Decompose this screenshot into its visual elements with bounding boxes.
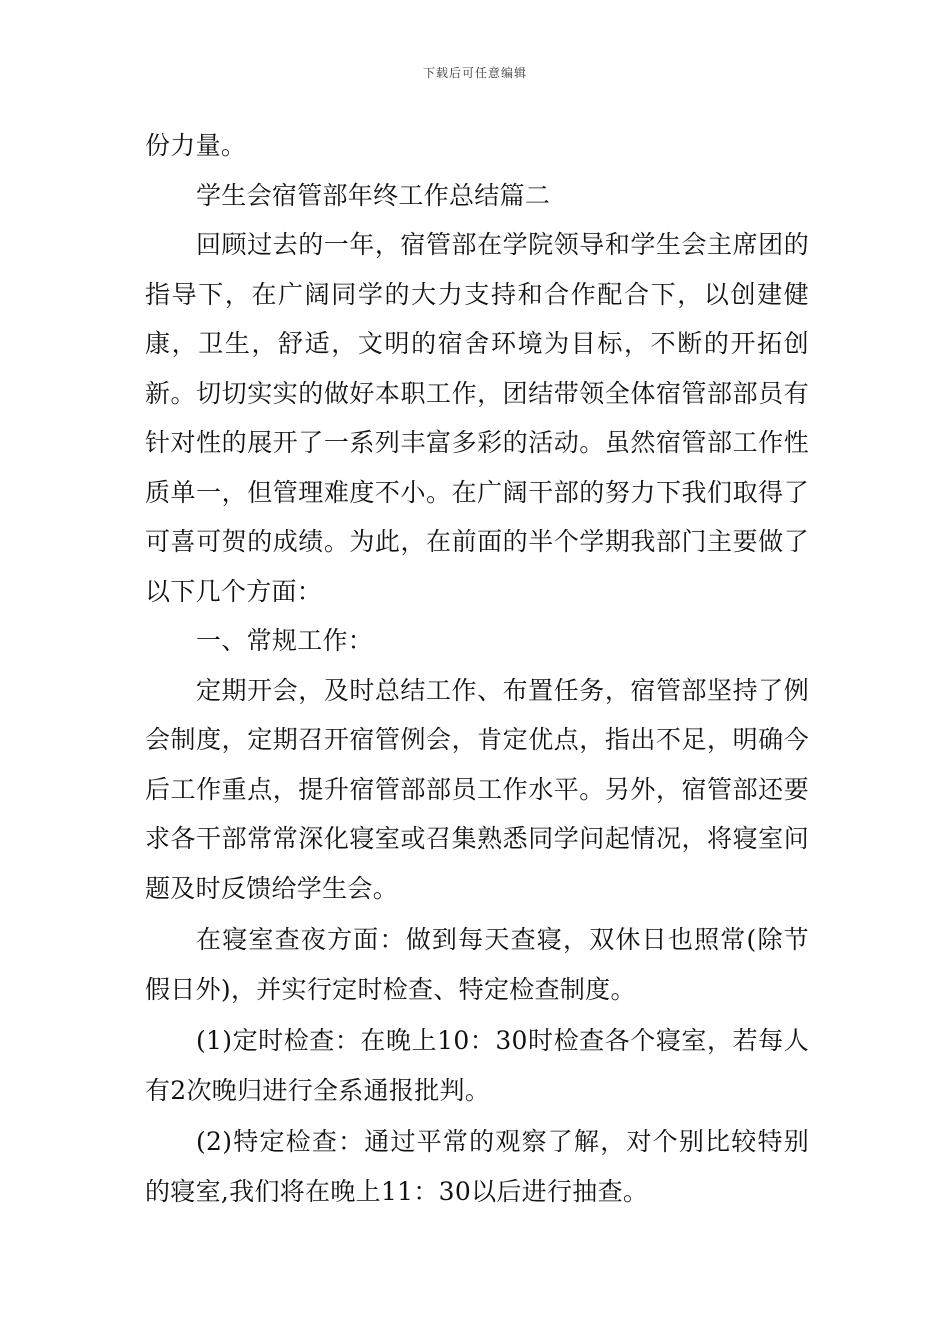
paragraph: (2)特定检查：通过平常的观察了解，对个别比较特别的寝室,我们将在晚上11：30以后进行抽查。 [145,1127,809,1206]
paragraph: 份力量。 [145,131,247,160]
paragraph: 回顾过去的一年，宿管部在学院领导和学生会主席团的指导下，在广阔同学的大力支持和合作配合下，以创建健康，卫生，舒适，文明的宿舍环境为目标，不断的开拓创新。切切实实的做好本职工作，团结带领全体宿管部部员有针对性的展开了一系列丰富多彩的活动。虽然宿管部工作性质单一，但管理难度不小。在广阔干部的努力下我们取得了可喜可贺的成绩。为此，在前面的半个学期我部门主要做了以下几个方面： [145,230,809,606]
paragraph: 在寝室查夜方面：做到每天查寝，双休日也照常(除节假日外)，并实行定时检查、特定检查制度。 [145,925,809,1004]
section-heading: 一、常规工作： [196,626,374,655]
paragraph: (1)定时检查：在晚上10：30时检查各个寝室，若每人有2次晚归进行全系通报批判。 [145,1026,809,1105]
header-note: 下载后可任意编辑 [422,66,527,80]
section-title: 学生会宿管部年终工作总结篇二 [196,180,551,210]
paragraph: 定期开会，及时总结工作、布置任务，宿管部坚持了例会制度，定期召开宿管例会，肯定优点，指出不足，明确今后工作重点，提升宿管部部员工作水平。另外，宿管部还要求各干部常常深化寝室或召集熟悉同学问起情况，将寝室问题及时反馈给学生会。 [145,675,809,903]
document-body [145,121,809,1216]
